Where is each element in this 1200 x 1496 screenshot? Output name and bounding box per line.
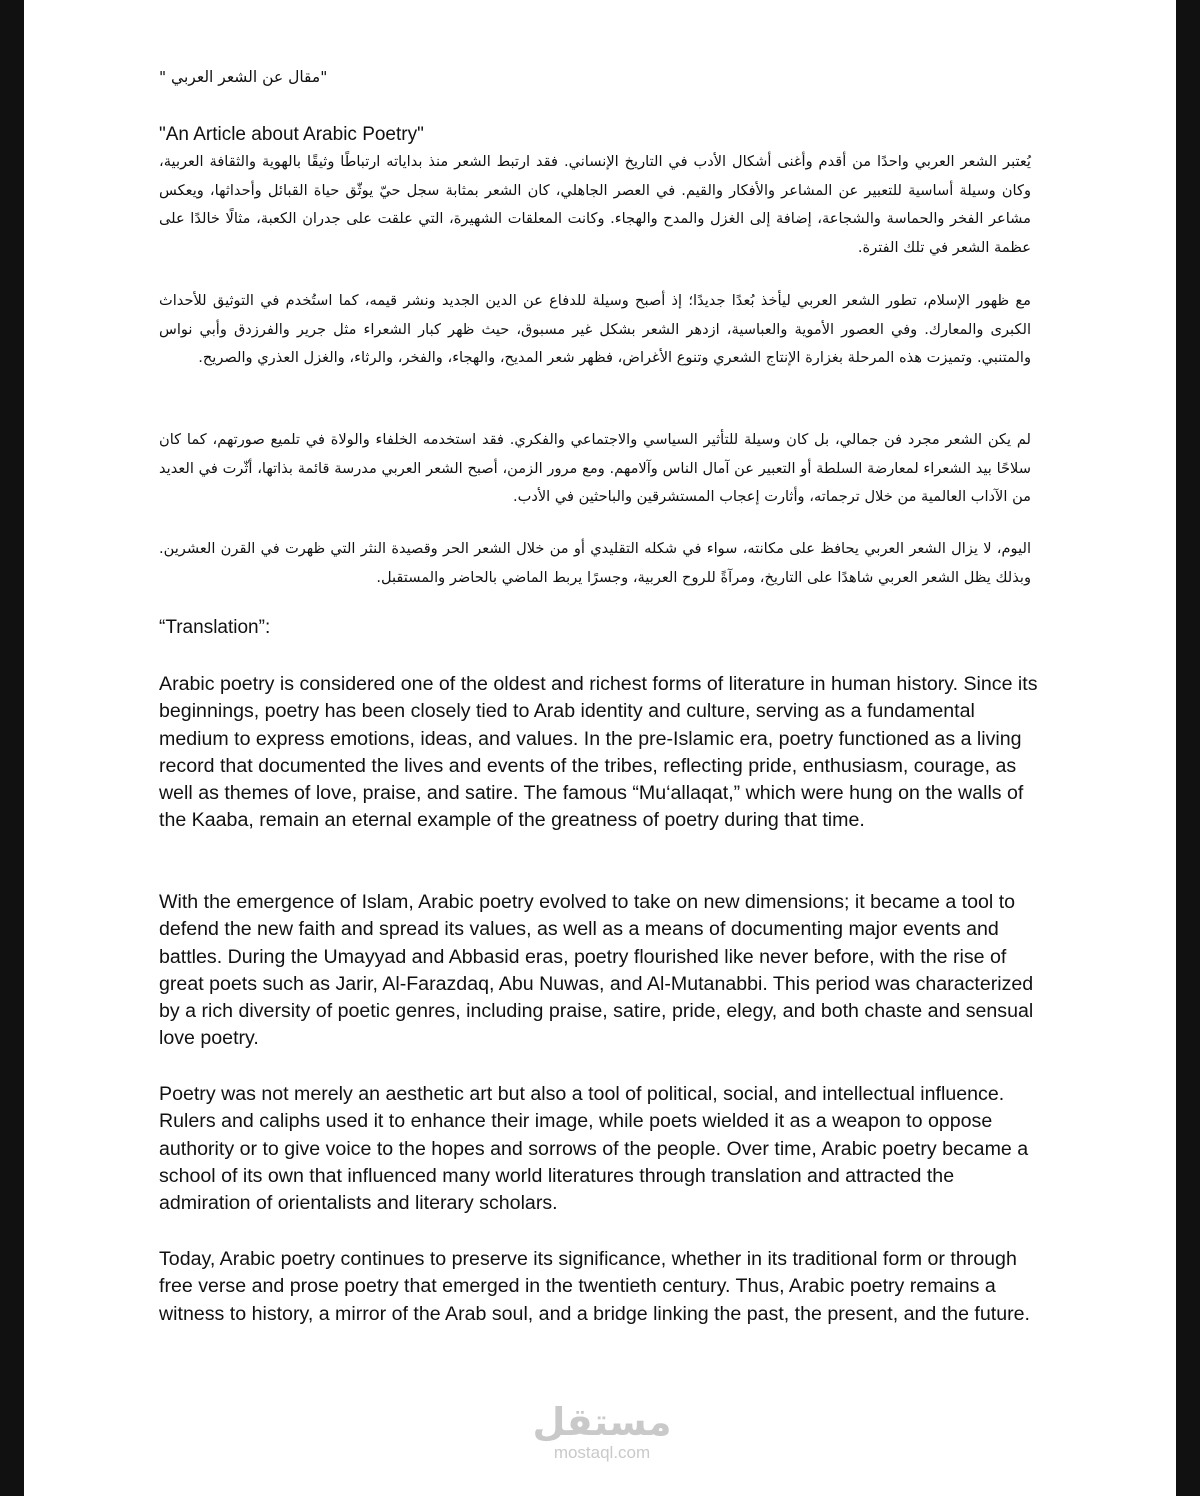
- arabic-title: "مقال عن الشعر العربي ": [159, 68, 328, 86]
- english-paragraph: Poetry was not merely an aesthetic art but also a tool of political, social, and intellectual influence. Rulers and caliphs used it to enhance their image, while poets wielded it as a weapon to oppose authority or to give voice to the hopes and sorrows of the people. Over time, Arabic poetry became a school of its own that influenced many world literatures through translation and attracted the admiration of orientalists and literary scholars.: [159, 1083, 1029, 1215]
- english-paragraph: With the emergence of Islam, Arabic poetry evolved to take on new dimensions; it became a tool to defend the new faith and spread its values, as well as a means of documenting major events and battles. During the Umayyad and Abbasid eras, poetry flourished like never before, with the rise of great poets such as Jarir, Al-Farazdaq, Abu Nuwas, and Al-Mutanabbi. This period was characterized by a rich diversity of poetic genres, including praise, satire, pride, elegy, and both chaste and sensual love poetry.: [159, 891, 1034, 1050]
- english-paragraph: Today, Arabic poetry continues to preserve its significance, whether in its traditional form or through free verse and prose poetry that emerged in the twentieth century. Thus, Arabic poetry remains a witness to history, a mirror of the Arab soul, and a bridge linking the past, the present, and the future.: [159, 1248, 1030, 1325]
- arabic-paragraph: لم يكن الشعر مجرد فن جمالي، بل كان وسيلة للتأثير السياسي والاجتماعي والفكري. فقد استخدمه الخلفاء والولاة في تلميع صورتهم، كما كان سلاحًا بيد الشعراء لمعارضة السلطة أو التعبير عن آمال الناس وآلامهم. ومع مرور الزمن، أصبح الشعر العربي مدرسة قائمة بذاتها، أثّرت في العديد من الآداب العالمية من خلال ترجماته، وأثارت إعجاب المستشرقين والباحثين في الأدب.: [159, 431, 1031, 505]
- watermark-logo: [512, 1400, 692, 1462]
- english-title: "An Article about Arabic Poetry": [159, 124, 424, 145]
- arabic-paragraph: اليوم، لا يزال الشعر العربي يحافظ على مكانته، سواء في شكله التقليدي أو من خلال الشعر الحر وقصيدة النثر التي ظهرت في القرن العشرين. وبذلك يظل الشعر العربي شاهدًا على التاريخ، ومرآةً للروح العربية، وجسرًا يربط الماضي بالحاضر والمستقبل.: [159, 540, 1031, 586]
- arabic-paragraph: مع ظهور الإسلام، تطور الشعر العربي ليأخذ بُعدًا جديدًا؛ إذ أصبح وسيلة للدفاع عن الدين الجديد ونشر قيمه، كما استُخدم في التوثيق للأحداث الكبرى والمعارك. وفي العصور الأموية والعباسية، ازدهر الشعر بشكل غير مسبوق، حيث ظهر كبار الشعراء مثل جرير والفرزدق وأبي نواس والمتنبي. وتميزت هذه المرحلة بغزارة الإنتاج الشعري وتنوع الأغراض، فظهر شعر المديح، والهجاء، والفخر، والرثاء، والغزل العذري والصريح.: [159, 292, 1031, 366]
- arabic-paragraph: يُعتبر الشعر العربي واحدًا من أقدم وأغنى أشكال الأدب في التاريخ الإنساني. فقد ارتبط الشعر منذ بداياته ارتباطًا وثيقًا بالهوية والثقافة العربية، وكان وسيلة أساسية للتعبير عن المشاعر والأفكار والقيم. في العصر الجاهلي، كان الشعر بمثابة سجل حيّ يوثّق حياة القبائل وأحداثها، ويعكس مشاعر الفخر والحماسة والشجاعة، إضافة إلى الغزل والمدح والهجاء. وكانت المعلقات الشهيرة، التي علقت على جدران الكعبة، مثالًا خالدًا على عظمة الشعر في تلك الفترة.: [159, 153, 1031, 256]
- document-page: [24, 0, 1176, 1496]
- watermark-latin: mostaql.com: [553, 1443, 651, 1462]
- english-paragraph: Arabic poetry is considered one of the oldest and richest forms of literature in human history. Since its beginnings, poetry has been closely tied to Arab identity and culture, serving as a fundamental medium to express emotions, ideas, and values. In the pre-Islamic era, poetry functioned as a living record that documented the lives and events of the tribes, reflecting pride, enthusiasm, courage, as well as themes of love, praise, and satire. The famous “Mu‘allaqat,” which were hung on the walls of the Kaaba, remain an eternal example of the greatness of poetry during that time.: [159, 673, 1038, 832]
- watermark-arabic: مستقل: [532, 1400, 672, 1444]
- translation-label: “Translation”:: [159, 617, 271, 638]
